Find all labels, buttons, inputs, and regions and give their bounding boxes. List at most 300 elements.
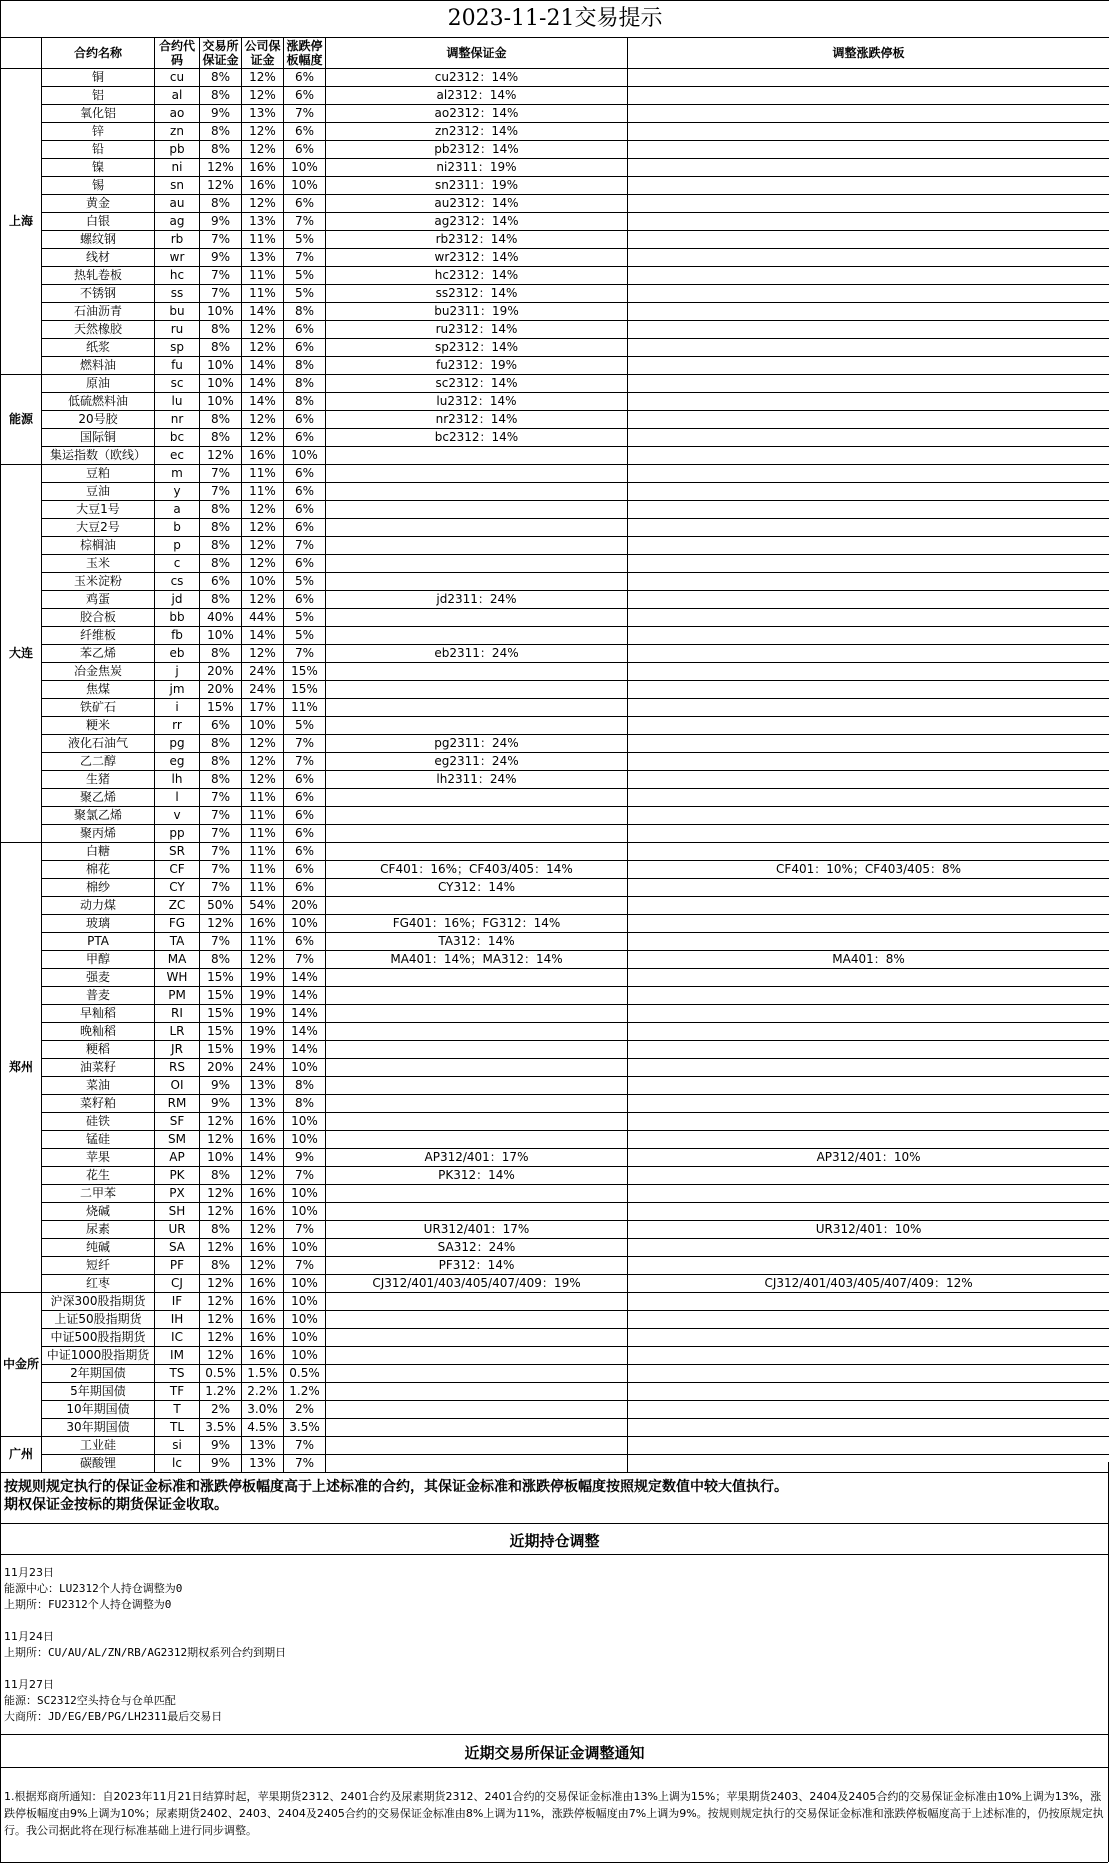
exchange-margin-cell: 12% — [200, 1239, 242, 1257]
contract-code-cell: c — [155, 555, 200, 573]
contract-name-cell: 纤维板 — [42, 627, 155, 645]
adjusted-margin-cell — [326, 1329, 628, 1347]
limit-range-cell: 6% — [284, 501, 326, 519]
company-margin-cell: 16% — [242, 1131, 284, 1149]
adjusted-margin-cell: MA401：14%；MA312：14% — [326, 951, 628, 969]
adjusted-margin-cell: jd2311：24% — [326, 591, 628, 609]
contract-name-cell: 尿素 — [42, 1221, 155, 1239]
contract-name-cell: 棉纱 — [42, 879, 155, 897]
adjusted-margin-cell — [326, 609, 628, 627]
contract-code-cell: SF — [155, 1113, 200, 1131]
contract-row — [1, 1167, 1109, 1185]
limit-range-cell: 6% — [284, 429, 326, 447]
contract-row — [1, 771, 1109, 789]
adjusted-margin-cell — [326, 1077, 628, 1095]
contract-code-cell: lh — [155, 771, 200, 789]
limit-range-cell: 8% — [284, 303, 326, 321]
company-margin-cell: 24% — [242, 681, 284, 699]
adjusted-limit-cell — [628, 537, 1109, 555]
contract-name-cell: 黄金 — [42, 195, 155, 213]
company-margin-cell: 44% — [242, 609, 284, 627]
contract-row — [1, 177, 1109, 195]
adjusted-margin-cell — [326, 1383, 628, 1401]
contract-code-cell: WH — [155, 969, 200, 987]
contract-name-cell: 工业硅 — [42, 1437, 155, 1455]
adjusted-limit-cell — [628, 591, 1109, 609]
contract-code-cell: pp — [155, 825, 200, 843]
limit-range-cell: 6% — [284, 555, 326, 573]
position-events — [4, 1565, 286, 1725]
adjusted-limit-cell — [628, 519, 1109, 537]
contract-code-cell: b — [155, 519, 200, 537]
contract-name-cell: 焦煤 — [42, 681, 155, 699]
contract-name-cell: 鸡蛋 — [42, 591, 155, 609]
adjusted-limit-cell — [628, 789, 1109, 807]
exchange-margin-cell: 12% — [200, 1113, 242, 1131]
contract-code-cell: sc — [155, 375, 200, 393]
contract-row — [1, 231, 1109, 249]
exchange-margin-cell: 12% — [200, 1203, 242, 1221]
contract-row — [1, 141, 1109, 159]
limit-range-cell: 9% — [284, 1149, 326, 1167]
contract-code-cell: ag — [155, 213, 200, 231]
limit-range-cell: 15% — [284, 681, 326, 699]
limit-range-cell: 5% — [284, 267, 326, 285]
contract-row — [1, 897, 1109, 915]
adjusted-margin-cell — [326, 807, 628, 825]
adjusted-margin-cell: lu2312：14% — [326, 393, 628, 411]
event-line: 上期所：FU2312个人持仓调整为0 — [4, 1598, 172, 1611]
company-margin-cell: 11% — [242, 825, 284, 843]
exchange-margin-cell: 8% — [200, 771, 242, 789]
contract-name-cell: 锡 — [42, 177, 155, 195]
adjusted-limit-cell — [628, 753, 1109, 771]
adjusted-limit-cell — [628, 609, 1109, 627]
adjusted-limit-cell — [628, 267, 1109, 285]
margin-notice-text: 1.根据郑商所通知：自2023年11月21日结算时起，苹果期货2312、2401合约及尿素期货2312、2401合约的交易保证金标准由13%上调为15%；苹果期货2403、2404及2405合约的交易保证金标准由10%上调为13%，涨跌停板幅度由9%上调为10%；尿素期货2402、2403、2404及2405合约的交易保证金标准由8%上调为11%，涨跌停板幅度由7%上调为9%。按规则规定执行的交易保证金标准和涨跌停板幅度高于上述标准的，仍按原规定执行。我公司据此将在现行标准基础上进行同步调整。 — [4, 1790, 1104, 1837]
contract-row — [1, 1239, 1109, 1257]
limit-range-cell: 6% — [284, 141, 326, 159]
contract-name-cell: 10年期国债 — [42, 1401, 155, 1419]
adjusted-margin-cell — [326, 501, 628, 519]
contract-name-cell: 油菜籽 — [42, 1059, 155, 1077]
contract-row — [1, 105, 1109, 123]
limit-range-cell: 6% — [284, 123, 326, 141]
event-date: 11月23日 — [4, 1566, 54, 1579]
exchange-margin-cell: 2% — [200, 1401, 242, 1419]
adjusted-limit-cell — [628, 807, 1109, 825]
limit-range-cell: 10% — [284, 1203, 326, 1221]
adjusted-limit-cell — [628, 357, 1109, 375]
event-line: 能源：SC2312空头持仓与仓单匹配 — [4, 1694, 176, 1707]
exchange-margin-cell: 7% — [200, 807, 242, 825]
contract-name-cell: 铝 — [42, 87, 155, 105]
contract-row — [1, 717, 1109, 735]
contract-code-cell: ZC — [155, 897, 200, 915]
contract-code-cell: al — [155, 87, 200, 105]
company-margin-cell: 16% — [242, 1311, 284, 1329]
adjusted-limit-cell — [628, 825, 1109, 843]
company-margin-cell: 19% — [242, 969, 284, 987]
rule-note-line: 按规则规定执行的保证金标准和涨跌停板幅度高于上述标准的合约，其保证金标准和涨跌停板幅度按照规定数值中较大值执行。 — [4, 1479, 788, 1495]
limit-range-cell: 11% — [284, 699, 326, 717]
limit-range-cell: 10% — [284, 1059, 326, 1077]
company-margin-cell: 16% — [242, 1203, 284, 1221]
contract-code-cell: fu — [155, 357, 200, 375]
company-margin-cell: 24% — [242, 1059, 284, 1077]
adjusted-limit-cell — [628, 1311, 1109, 1329]
exchange-margin-cell: 12% — [200, 1347, 242, 1365]
contract-code-cell: a — [155, 501, 200, 519]
contract-code-cell: OI — [155, 1077, 200, 1095]
company-margin-cell: 16% — [242, 1347, 284, 1365]
exchange-margin-cell: 12% — [200, 1293, 242, 1311]
adjusted-margin-cell: bc2312：14% — [326, 429, 628, 447]
limit-range-cell: 14% — [284, 1005, 326, 1023]
contract-row — [1, 1455, 1109, 1473]
adjusted-limit-cell — [628, 843, 1109, 861]
exchange-margin-cell: 12% — [200, 159, 242, 177]
adjusted-limit-cell — [628, 915, 1109, 933]
exchange-margin-cell: 9% — [200, 249, 242, 267]
contract-name-cell: 5年期国债 — [42, 1383, 155, 1401]
exchange-margin-cell: 7% — [200, 879, 242, 897]
company-margin-cell: 12% — [242, 1257, 284, 1275]
contract-code-cell: hc — [155, 267, 200, 285]
adjusted-margin-cell: FG401：16%；FG312：14% — [326, 915, 628, 933]
contract-name-cell: 甲醇 — [42, 951, 155, 969]
exchange-margin-cell: 8% — [200, 501, 242, 519]
company-margin-cell: 2.2% — [242, 1383, 284, 1401]
contract-name-cell: 红枣 — [42, 1275, 155, 1293]
adjusted-margin-cell — [326, 1455, 628, 1473]
adjusted-margin-cell: cu2312：14% — [326, 69, 628, 87]
limit-range-cell: 8% — [284, 375, 326, 393]
adjusted-limit-cell: AP312/401：10% — [628, 1149, 1109, 1167]
adjusted-margin-cell — [326, 465, 628, 483]
contract-row — [1, 447, 1109, 465]
company-margin-cell: 16% — [242, 1239, 284, 1257]
contract-name-cell: 中证500股指期货 — [42, 1329, 155, 1347]
adjusted-limit-cell — [628, 501, 1109, 519]
contract-row — [1, 1437, 1109, 1455]
contract-code-cell: pg — [155, 735, 200, 753]
contract-row — [1, 933, 1109, 951]
adjusted-margin-cell — [326, 1005, 628, 1023]
exchange-margin-cell: 12% — [200, 1185, 242, 1203]
contract-code-cell: CY — [155, 879, 200, 897]
limit-range-cell: 15% — [284, 663, 326, 681]
exchange-margin-cell: 20% — [200, 681, 242, 699]
contract-name-cell: 聚乙烯 — [42, 789, 155, 807]
adjusted-limit-cell — [628, 573, 1109, 591]
adjusted-limit-cell — [628, 1257, 1109, 1275]
contract-row — [1, 465, 1109, 483]
header-exchange — [1, 38, 42, 69]
exchange-margin-cell: 8% — [200, 195, 242, 213]
adjusted-margin-cell: CF401：16%；CF403/405：14% — [326, 861, 628, 879]
limit-range-cell: 6% — [284, 825, 326, 843]
company-margin-cell: 16% — [242, 159, 284, 177]
adjusted-margin-cell — [326, 1131, 628, 1149]
limit-range-cell: 10% — [284, 177, 326, 195]
adjusted-margin-cell: bu2311：19% — [326, 303, 628, 321]
company-margin-cell: 12% — [242, 537, 284, 555]
contract-code-cell: IF — [155, 1293, 200, 1311]
contract-row — [1, 645, 1109, 663]
company-margin-cell: 11% — [242, 861, 284, 879]
contract-row — [1, 1059, 1109, 1077]
company-margin-cell: 16% — [242, 1275, 284, 1293]
contract-row — [1, 1077, 1109, 1095]
adjusted-limit-cell: CF401：10%；CF403/405：8% — [628, 861, 1109, 879]
company-margin-cell: 12% — [242, 1221, 284, 1239]
adjusted-limit-cell — [628, 303, 1109, 321]
adjusted-margin-cell — [326, 1293, 628, 1311]
event-line: 大商所：JD/EG/EB/PG/LH2311最后交易日 — [4, 1710, 223, 1723]
limit-range-cell: 14% — [284, 969, 326, 987]
exchange-margin-cell: 8% — [200, 555, 242, 573]
adjusted-margin-cell — [326, 789, 628, 807]
exchange-margin-cell: 12% — [200, 915, 242, 933]
adjusted-margin-cell: eg2311：24% — [326, 753, 628, 771]
adjusted-limit-cell — [628, 1239, 1109, 1257]
contract-code-cell: TS — [155, 1365, 200, 1383]
adjusted-margin-cell — [326, 1419, 628, 1437]
contract-row — [1, 1005, 1109, 1023]
adjusted-limit-cell — [628, 555, 1109, 573]
contract-name-cell: 国际铜 — [42, 429, 155, 447]
contract-name-cell: 碳酸锂 — [42, 1455, 155, 1473]
contract-code-cell: PM — [155, 987, 200, 1005]
contract-row — [1, 483, 1109, 501]
limit-range-cell: 2% — [284, 1401, 326, 1419]
limit-range-cell: 10% — [284, 1239, 326, 1257]
adjusted-limit-cell: UR312/401：10% — [628, 1221, 1109, 1239]
header-contract-code: 合约代码 — [155, 38, 200, 69]
adjusted-limit-cell — [628, 1293, 1109, 1311]
exchange-margin-cell: 10% — [200, 303, 242, 321]
contract-row — [1, 1185, 1109, 1203]
contract-name-cell: 锰硅 — [42, 1131, 155, 1149]
company-margin-cell: 13% — [242, 213, 284, 231]
contract-code-cell: TA — [155, 933, 200, 951]
exchange-margin-cell: 8% — [200, 69, 242, 87]
contract-code-cell: au — [155, 195, 200, 213]
adjusted-margin-cell — [326, 825, 628, 843]
adjusted-limit-cell — [628, 159, 1109, 177]
exchange-label: 上海 — [1, 69, 42, 375]
contract-name-cell: 锌 — [42, 123, 155, 141]
contract-name-cell: 镍 — [42, 159, 155, 177]
limit-range-cell: 8% — [284, 393, 326, 411]
divider — [0, 1554, 1108, 1555]
contract-name-cell: 铁矿石 — [42, 699, 155, 717]
exchange-margin-cell: 8% — [200, 735, 242, 753]
contract-name-cell: 硅铁 — [42, 1113, 155, 1131]
contract-name-cell: 大豆1号 — [42, 501, 155, 519]
exchange-margin-cell: 7% — [200, 483, 242, 501]
company-margin-cell: 13% — [242, 1455, 284, 1473]
exchange-label: 大连 — [1, 465, 42, 843]
company-margin-cell: 11% — [242, 843, 284, 861]
exchange-label: 郑州 — [1, 843, 42, 1293]
contract-name-cell: 豆粕 — [42, 465, 155, 483]
position-section-title: 近期持仓调整 — [509, 1532, 600, 1550]
adjusted-limit-cell — [628, 1365, 1109, 1383]
limit-range-cell: 7% — [284, 645, 326, 663]
contract-row — [1, 1095, 1109, 1113]
contract-code-cell: jm — [155, 681, 200, 699]
contract-code-cell: SA — [155, 1239, 200, 1257]
exchange-margin-cell: 15% — [200, 987, 242, 1005]
contract-row — [1, 951, 1109, 969]
adjusted-limit-cell — [628, 1203, 1109, 1221]
limit-range-cell: 6% — [284, 879, 326, 897]
company-margin-cell: 10% — [242, 717, 284, 735]
contract-code-cell: SM — [155, 1131, 200, 1149]
contract-name-cell: 30年期国债 — [42, 1419, 155, 1437]
limit-range-cell: 6% — [284, 339, 326, 357]
adjusted-limit-cell — [628, 771, 1109, 789]
exchange-margin-cell: 8% — [200, 645, 242, 663]
limit-range-cell: 7% — [284, 1257, 326, 1275]
adjusted-margin-cell — [326, 1041, 628, 1059]
adjusted-margin-cell: nr2312：14% — [326, 411, 628, 429]
contract-row — [1, 753, 1109, 771]
company-margin-cell: 12% — [242, 429, 284, 447]
contract-code-cell: SH — [155, 1203, 200, 1221]
company-margin-cell: 12% — [242, 195, 284, 213]
adjusted-limit-cell — [628, 1059, 1109, 1077]
contract-code-cell: ni — [155, 159, 200, 177]
limit-range-cell: 6% — [284, 195, 326, 213]
company-margin-cell: 12% — [242, 411, 284, 429]
limit-range-cell: 6% — [284, 861, 326, 879]
company-margin-cell: 13% — [242, 105, 284, 123]
company-margin-cell: 16% — [242, 447, 284, 465]
company-margin-cell: 11% — [242, 465, 284, 483]
limit-range-cell: 10% — [284, 1185, 326, 1203]
contract-code-cell: si — [155, 1437, 200, 1455]
adjusted-margin-cell — [326, 681, 628, 699]
contract-row — [1, 393, 1109, 411]
contract-row — [1, 1419, 1109, 1437]
limit-range-cell: 7% — [284, 951, 326, 969]
exchange-margin-cell: 8% — [200, 591, 242, 609]
divider — [0, 1523, 1108, 1524]
company-margin-cell: 11% — [242, 789, 284, 807]
company-margin-cell: 14% — [242, 1149, 284, 1167]
adjusted-limit-cell — [628, 465, 1109, 483]
limit-range-cell: 20% — [284, 897, 326, 915]
adjusted-margin-cell: sp2312：14% — [326, 339, 628, 357]
contract-name-cell: 豆油 — [42, 483, 155, 501]
contract-name-cell: 乙二醇 — [42, 753, 155, 771]
adjusted-limit-cell — [628, 1023, 1109, 1041]
company-margin-cell: 11% — [242, 933, 284, 951]
exchange-margin-cell: 8% — [200, 411, 242, 429]
contract-name-cell: 2年期国债 — [42, 1365, 155, 1383]
rule-note-line: 期权保证金按标的期货保证金收取。 — [4, 1497, 228, 1513]
contract-code-cell: jd — [155, 591, 200, 609]
limit-range-cell: 10% — [284, 447, 326, 465]
adjusted-margin-cell: ru2312：14% — [326, 321, 628, 339]
adjusted-margin-cell: zn2312：14% — [326, 123, 628, 141]
company-margin-cell: 13% — [242, 1077, 284, 1095]
exchange-margin-cell: 12% — [200, 1329, 242, 1347]
contract-name-cell: 纸浆 — [42, 339, 155, 357]
contract-row — [1, 915, 1109, 933]
limit-range-cell: 10% — [284, 159, 326, 177]
contract-row — [1, 1203, 1109, 1221]
adjusted-margin-cell — [326, 987, 628, 1005]
adjusted-margin-cell: CY312：14% — [326, 879, 628, 897]
adjusted-limit-cell — [628, 717, 1109, 735]
contract-name-cell: 20号胶 — [42, 411, 155, 429]
contract-row — [1, 591, 1109, 609]
adjusted-margin-cell — [326, 969, 628, 987]
adjusted-limit-cell — [628, 627, 1109, 645]
contract-code-cell: fb — [155, 627, 200, 645]
company-margin-cell: 10% — [242, 573, 284, 591]
contract-name-cell: 玉米淀粉 — [42, 573, 155, 591]
adjusted-limit-cell — [628, 1113, 1109, 1131]
exchange-margin-cell: 8% — [200, 123, 242, 141]
contract-code-cell: IM — [155, 1347, 200, 1365]
exchange-label: 能源 — [1, 375, 42, 465]
contract-row — [1, 1401, 1109, 1419]
contract-code-cell: sn — [155, 177, 200, 195]
limit-range-cell: 7% — [284, 537, 326, 555]
adjusted-limit-cell — [628, 123, 1109, 141]
company-margin-cell: 16% — [242, 1185, 284, 1203]
limit-range-cell: 7% — [284, 1455, 326, 1473]
event-date: 11月24日 — [4, 1630, 54, 1643]
exchange-margin-cell: 50% — [200, 897, 242, 915]
contract-name-cell: 苯乙烯 — [42, 645, 155, 663]
company-margin-cell: 12% — [242, 339, 284, 357]
company-margin-cell: 17% — [242, 699, 284, 717]
limit-range-cell: 7% — [284, 753, 326, 771]
contract-row — [1, 861, 1109, 879]
contract-row — [1, 1113, 1109, 1131]
company-margin-cell: 19% — [242, 1041, 284, 1059]
company-margin-cell: 12% — [242, 123, 284, 141]
exchange-margin-cell: 8% — [200, 141, 242, 159]
contract-row — [1, 843, 1109, 861]
contract-code-cell: pb — [155, 141, 200, 159]
limit-range-cell: 7% — [284, 1167, 326, 1185]
adjusted-limit-cell — [628, 1005, 1109, 1023]
adjusted-margin-cell: SA312：24% — [326, 1239, 628, 1257]
contract-row — [1, 267, 1109, 285]
adjusted-limit-cell — [628, 1419, 1109, 1437]
adjusted-margin-cell — [326, 1095, 628, 1113]
contract-code-cell: eg — [155, 753, 200, 771]
contract-code-cell: AP — [155, 1149, 200, 1167]
contract-code-cell: rb — [155, 231, 200, 249]
contract-row — [1, 519, 1109, 537]
company-margin-cell: 1.5% — [242, 1365, 284, 1383]
divider — [0, 1767, 1108, 1768]
adjusted-limit-cell — [628, 285, 1109, 303]
adjusted-limit-cell — [628, 987, 1109, 1005]
limit-range-cell: 6% — [284, 411, 326, 429]
contract-code-cell: ru — [155, 321, 200, 339]
contract-row — [1, 1149, 1109, 1167]
contract-name-cell: 燃料油 — [42, 357, 155, 375]
